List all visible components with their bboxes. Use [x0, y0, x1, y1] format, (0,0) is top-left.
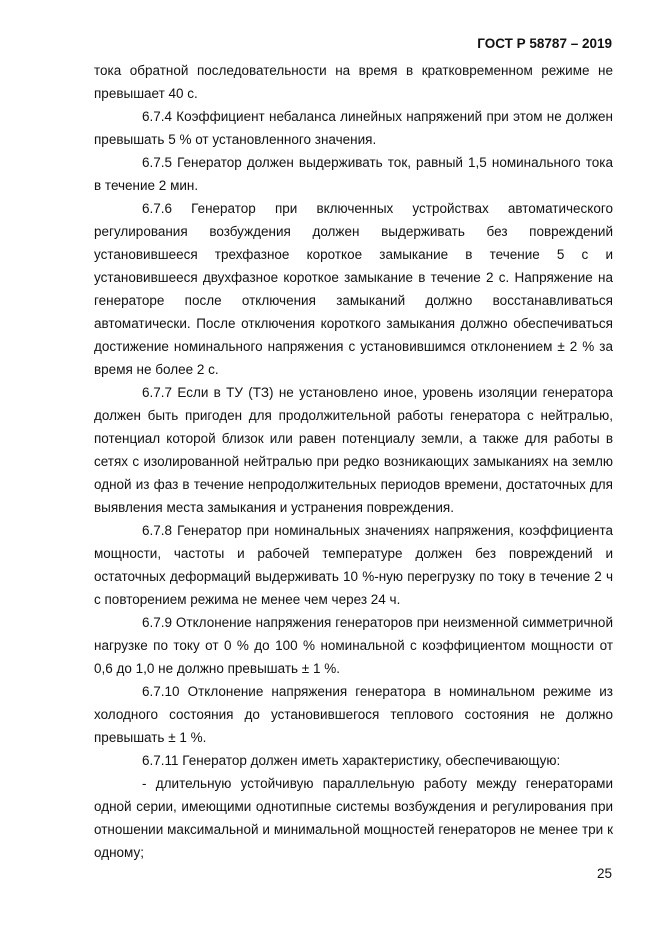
- paragraph-6-7-6: 6.7.6 Генератор при включенных устройствах автоматического регулирования возбуждения должен выдерживать без повреждений установившееся трехфазное короткое замыкание в течение 5 с и установившееся двухфазное короткое замыкание в течение 2 с. Напряжение на генераторе после отключения замыканий должно восстанавливаться автоматически. После отключения короткого замыкания должно обеспечиваться достижение номинального напряжения с установившимся отклонением ± 2 % за время не более 2 с.: [94, 201, 613, 377]
- paragraph-6-7-5: 6.7.5 Генератор должен выдерживать ток, равный 1,5 номинального тока в течение 2 мин.: [94, 155, 613, 193]
- paragraph-6-7-10: 6.7.10 Отклонение напряжения генератора в номинальном режиме из холодного состояния до установившегося теплового состояния не должно превышать ± 1 %.: [94, 684, 613, 745]
- paragraph-continuation: тока обратной последовательности на время в кратковременном режиме не превышает 40 с.: [94, 63, 613, 101]
- paragraph-6-7-9: 6.7.9 Отклонение напряжения генераторов при неизменной симметричной нагрузке по току от 0 % до 100 % номинальной с коэффициентом мощности от 0,6 до 1,0 не должно превышать ± 1 %.: [94, 615, 613, 676]
- list-item: - длительную устойчивую параллельную работу между генераторами одной серии, имеющими однотипные системы возбуждения и регулирования при отношении максимальной и минимальной мощностей генераторов не менее три к одному;: [94, 776, 613, 860]
- paragraph-6-7-7: 6.7.7 Если в ТУ (ТЗ) не установлено иное, уровень изоляции генератора должен быть пригоден для продолжительной работы генератора с нейтралью, потенциал которой близок или равен потенциалу земли, а также для работы в сетях с изолированной нейтралью при редко возникающих замыканиях на землю одной из фаз в течение непродолжительных периодов времени, достаточных для выявления места замыкания и устранения повреждения.: [94, 385, 613, 515]
- paragraph-6-7-11: 6.7.11 Генератор должен иметь характеристику, обеспечивающую:: [142, 753, 561, 768]
- document-body: [94, 59, 613, 864]
- document-header: ГОСТ Р 58787 – 2019: [477, 36, 612, 51]
- page-number: 25: [596, 866, 612, 881]
- paragraph-6-7-4: 6.7.4 Коэффициент небаланса линейных напряжений при этом не должен превышать 5 % от установленного значения.: [94, 109, 613, 147]
- paragraph-6-7-8: 6.7.8 Генератор при номинальных значениях напряжения, коэффициента мощности, частоты и рабочей температуре должен без повреждений и остаточных деформаций выдерживать 10 %-ную перегрузку по току в течение 2 ч с повторением режима не менее чем через 24 ч.: [94, 523, 613, 607]
